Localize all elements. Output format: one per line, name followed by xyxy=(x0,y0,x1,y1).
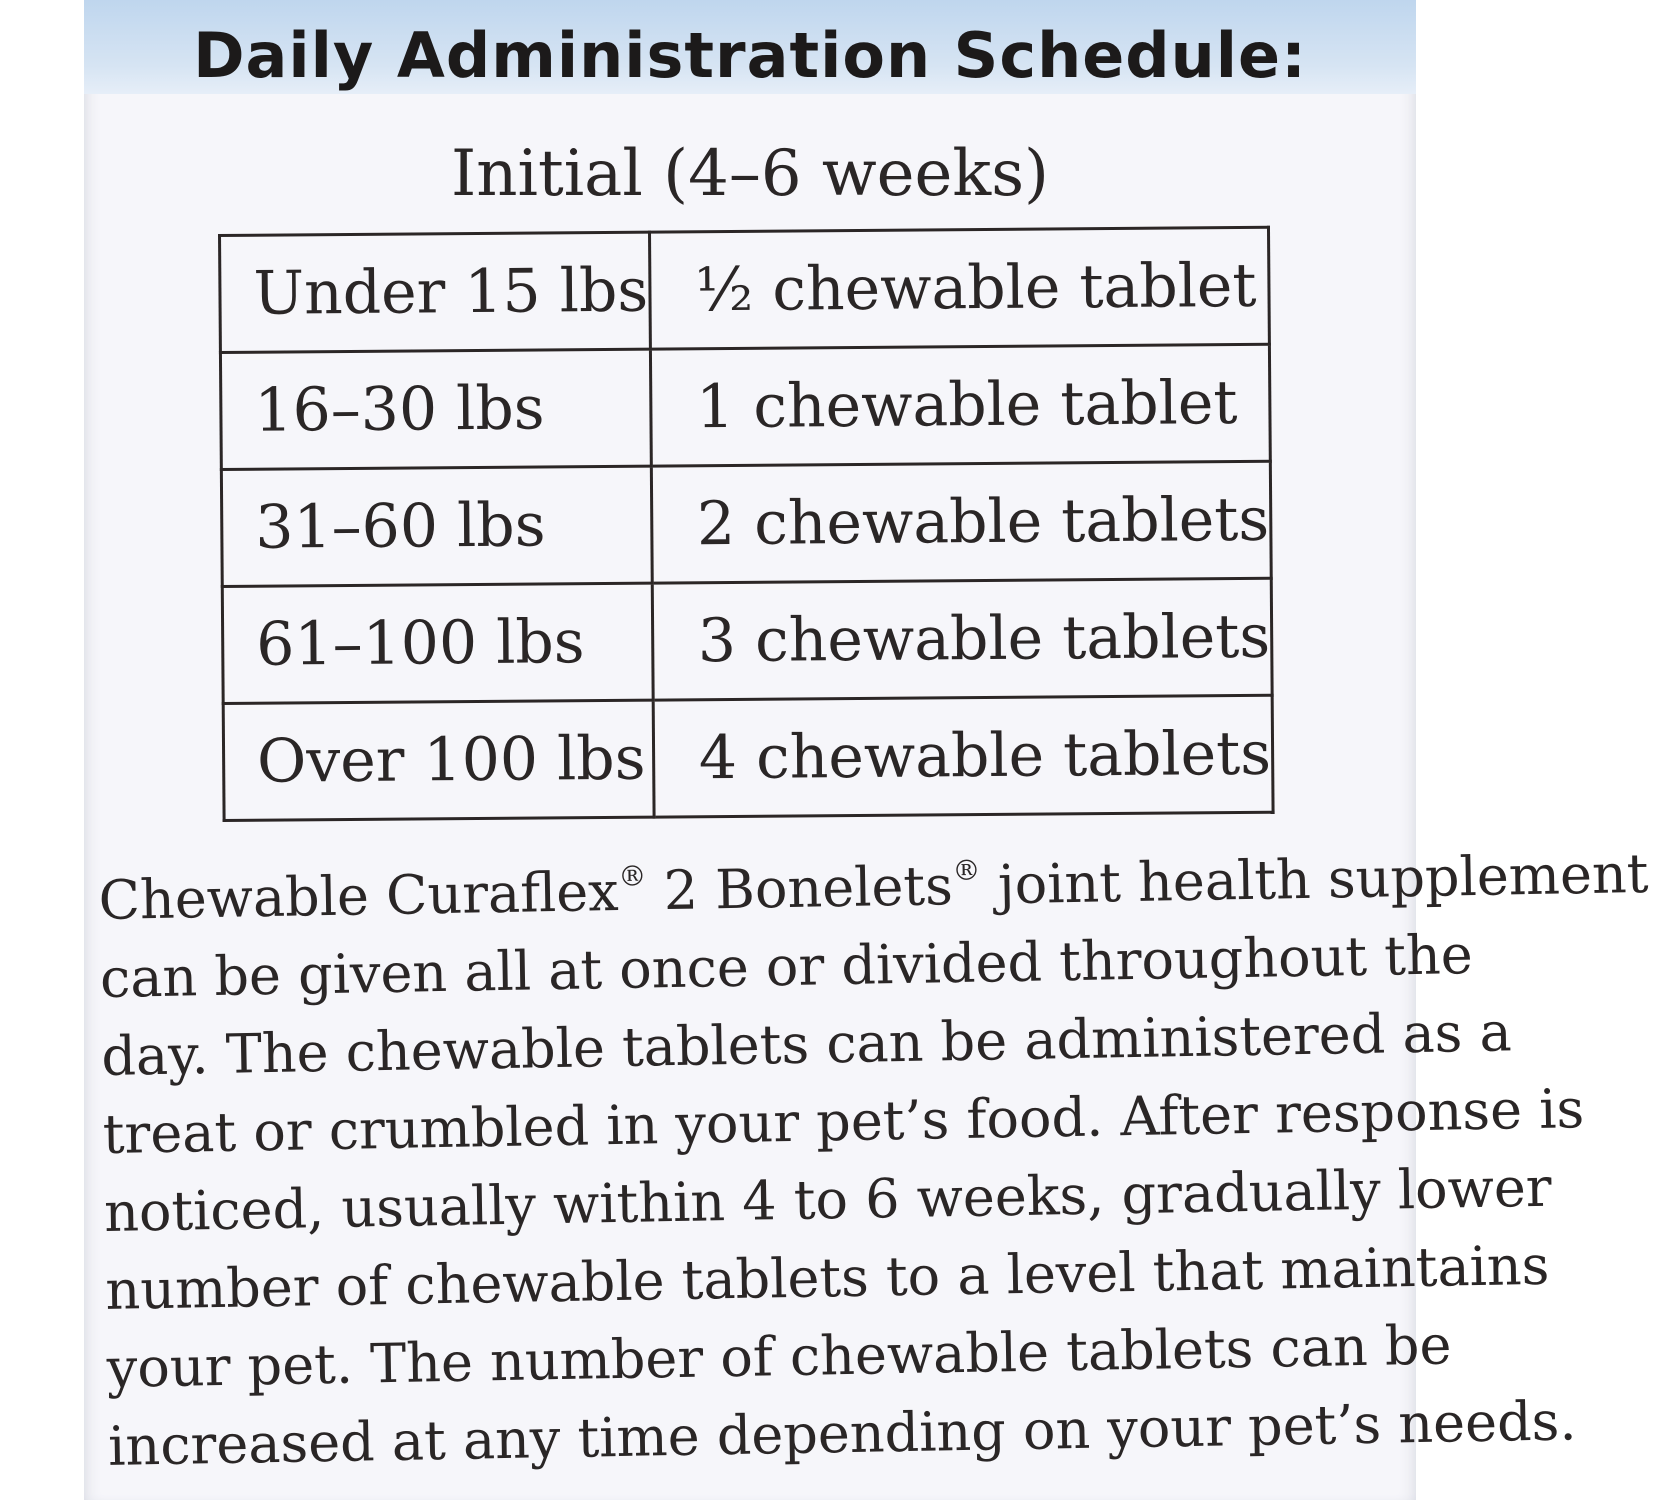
dose-cell: ½ chewable tablet xyxy=(649,227,1269,349)
instructions-line-5: noticed, usually within 4 to 6 weeks, gradually lower xyxy=(103,1155,1553,1244)
instructions-line-8: increased at any time depending on your pet’s needs. xyxy=(107,1389,1577,1478)
dose-cell: 3 chewable tablets xyxy=(652,578,1272,700)
dosage-table xyxy=(218,226,1274,822)
schedule-title: Daily Administration Schedule: xyxy=(193,19,1307,92)
weight-cell: 31–60 lbs xyxy=(221,466,652,586)
table-row xyxy=(222,578,1272,703)
dose-cell: 4 chewable tablets xyxy=(653,695,1273,817)
instructions-paragraph xyxy=(98,839,1649,1486)
instructions-line-1-rest: joint health supplement xyxy=(980,841,1649,917)
product-name-part-2: 2 Bonelets xyxy=(646,854,954,923)
registered-mark: ® xyxy=(618,859,647,893)
label-panel xyxy=(84,0,1649,1500)
table-row xyxy=(223,695,1273,820)
instructions-line-3: day. The chewable tablets can be administered as a xyxy=(100,1000,1513,1088)
weight-cell: 61–100 lbs xyxy=(222,583,653,703)
dose-cell: 1 chewable tablet xyxy=(650,344,1270,466)
table-row xyxy=(220,344,1270,469)
instructions-line-4: treat or crumbled in your pet’s food. After response is xyxy=(102,1077,1585,1166)
weight-cell: 16–30 lbs xyxy=(220,349,651,469)
instructions-line-2: can be given all at once or divided throughout the xyxy=(99,923,1474,1010)
table-row xyxy=(221,461,1271,586)
dose-cell: 2 chewable tablets xyxy=(651,461,1271,583)
weight-cell: Under 15 lbs xyxy=(220,232,651,352)
weight-cell: Over 100 lbs xyxy=(223,700,654,820)
instructions-line-7: your pet. The number of chewable tablets can be xyxy=(106,1313,1452,1400)
schedule-subtitle: Initial (4–6 weeks) xyxy=(451,137,1049,211)
header-band xyxy=(84,0,1416,94)
table-row xyxy=(220,227,1270,352)
product-name-part-1: Chewable Curaflex xyxy=(98,859,620,932)
instructions-line-6: number of chewable tablets to a level that maintains xyxy=(104,1233,1550,1322)
registered-mark: ® xyxy=(952,853,981,888)
